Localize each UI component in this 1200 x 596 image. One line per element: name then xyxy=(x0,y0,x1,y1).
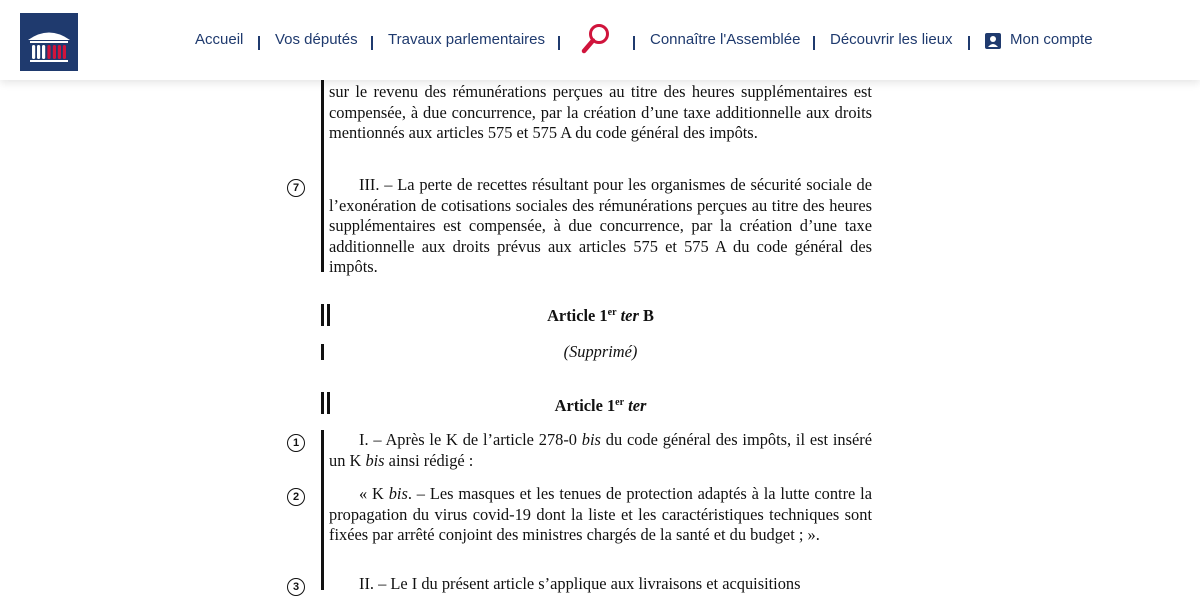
text-italic: bis xyxy=(581,430,601,449)
double-change-bar-left xyxy=(321,304,324,326)
nav-decouvrir-lieux[interactable]: Découvrir les lieux xyxy=(830,31,953,48)
main-navigation xyxy=(0,0,1200,80)
text-italic: bis xyxy=(388,484,408,503)
nav-separator xyxy=(258,36,260,50)
nav-travaux-parlementaires[interactable]: Travaux parlementaires xyxy=(388,31,546,48)
article-heading-1er-ter-b xyxy=(329,306,872,326)
text: . – Les masques et les tenues de protection adaptés à la lutte contre la propagation du virus covid-19 dont la liste et les caractéristiques techniques sont fixées par arrêté conjoint des ministres chargés de la santé et du budget ; ». xyxy=(329,484,872,544)
paragraph-marker-2: 2 xyxy=(287,488,305,506)
paragraph-2 xyxy=(329,484,872,546)
change-bar xyxy=(321,430,324,590)
article-suffix: B xyxy=(642,306,654,325)
article-label: Article 1 xyxy=(547,306,608,325)
text: « K xyxy=(359,484,389,503)
text: du code général des impôts, il est inséré un K xyxy=(329,430,872,470)
paragraph-6-continuation: sur le revenu des rémunérations perçues au titre des heures supplémentaires est compensée, à due concurrence, par la création d’une taxe additionnelle aux droits mentionnés aux articles 575 et 575 A du code général des impôts. xyxy=(329,82,872,142)
article-sup: er xyxy=(615,397,625,408)
nav-connaitre-assemblee[interactable]: Connaître l'Assemblée xyxy=(650,31,801,48)
site-header xyxy=(0,0,1200,80)
paragraph-3: II. – Le I du présent article s’applique aux livraisons et acquisitions xyxy=(359,574,801,593)
search-icon xyxy=(578,20,614,60)
search-button[interactable] xyxy=(578,20,614,60)
article-ter: ter xyxy=(628,396,647,415)
paragraph-1 xyxy=(329,430,872,471)
nav-separator xyxy=(371,36,373,50)
nav-vos-deputes[interactable]: Vos députés xyxy=(275,31,358,48)
paragraph-marker-7: 7 xyxy=(287,179,305,197)
article-ter: ter xyxy=(620,306,639,325)
nav-accueil[interactable]: Accueil xyxy=(195,31,244,48)
text: ainsi rédigé : xyxy=(384,450,474,470)
user-silhouette-icon xyxy=(985,33,1001,49)
text-italic: bis xyxy=(365,450,385,470)
article-heading-1er-ter xyxy=(329,396,872,416)
nav-mon-compte[interactable]: Mon compte xyxy=(1010,31,1093,48)
nav-separator xyxy=(813,36,815,50)
account-icon[interactable] xyxy=(985,33,1001,49)
change-bar xyxy=(321,344,324,360)
nav-separator xyxy=(558,36,560,50)
article-label: Article 1 xyxy=(554,396,616,415)
nav-separator xyxy=(633,36,635,50)
text: I. – Après le K de l’article 278-0 xyxy=(359,430,582,449)
double-change-bar-left xyxy=(321,392,324,414)
article-sup: er xyxy=(607,307,617,318)
paragraph-7: III. – La perte de recettes résultant pour les organismes de sécurité sociale de l’exonération de cotisations sociales des rémunérations perçues au titre des heures supplémentaires est compensée, à due concurrence, par la création d’une taxe additionnelle aux droits prévus aux articles 575 et 575 A du code général des impôts. xyxy=(329,175,872,276)
change-bar xyxy=(321,60,324,272)
paragraph-marker-1: 1 xyxy=(287,434,305,452)
paragraph-marker-3: 3 xyxy=(287,578,305,596)
nav-separator xyxy=(968,36,970,50)
article-status-supprime: (Supprimé) xyxy=(563,342,638,361)
